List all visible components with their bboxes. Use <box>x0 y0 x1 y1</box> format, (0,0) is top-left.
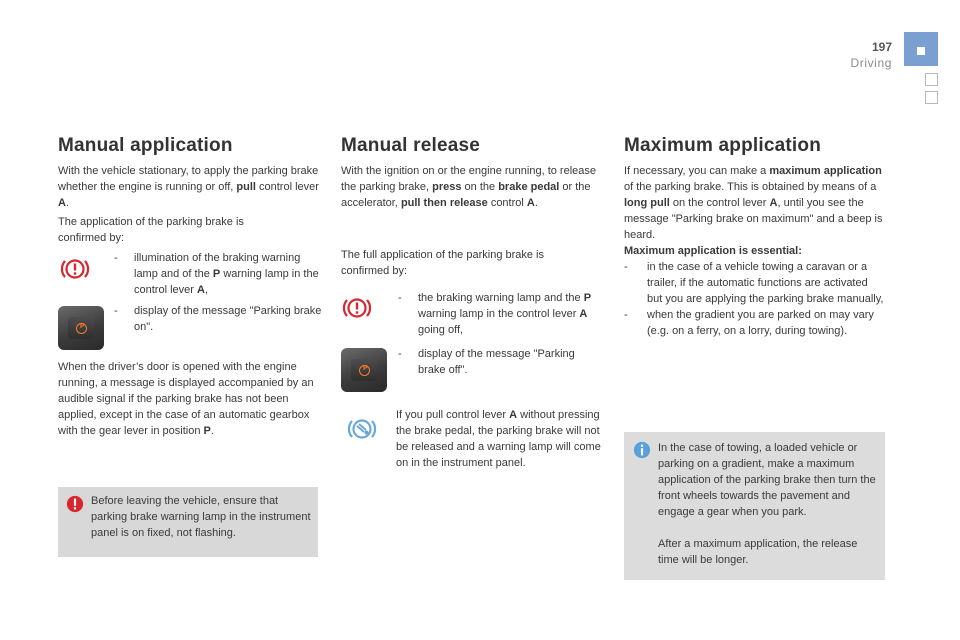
col3-intro: If necessary, you can make a maximum application of the parking brake. This is obtained by means of a long pull on the control lever A, until you see the message "Parking brake on maximum" and a beep is heard. <box>624 165 883 241</box>
caution-icon <box>66 495 84 513</box>
heading-manual-application: Manual application <box>58 135 233 156</box>
col2-confirm: The full application of the parking brake is confirmed by: <box>341 249 545 277</box>
info-text-2: After a maximum application, the release time will be longer. <box>658 538 858 566</box>
heading-maximum-application: Maximum application <box>624 135 822 156</box>
col2-item-lamps-off: - the braking warning lamp and the P warning lamp in the control lever A going off, <box>398 292 592 336</box>
col3-list <box>624 259 886 339</box>
chapter-tab[interactable] <box>925 91 938 104</box>
caution-text: Before leaving the vehicle, ensure that parking brake warning lamp in the instrument panel is on fixed, not flashing. <box>91 495 311 539</box>
parking-brake-lever-icon: P <box>58 306 104 350</box>
parking-brake-lever-icon: P <box>341 348 387 392</box>
brake-service-icon <box>345 414 379 444</box>
col1-intro: With the vehicle stationary, to apply the parking brake whether the engine is running or off, pull control lever A. <box>58 165 319 209</box>
col2-intro: With the ignition on or the engine running, to release the parking brake, press on the brake pedal or the accelerator, pull then release control A. <box>341 165 596 209</box>
section-name: Driving <box>850 56 892 70</box>
brake-warning-icon <box>60 254 90 284</box>
brake-warning-icon <box>342 293 372 323</box>
col1-door-warning: When the driver’s door is opened with the engine running, a message is displayed accompanied by an audible signal if the parking brake has not been applied, except in the case of an automatic gearbox with the gear lever in position P. <box>58 361 314 437</box>
col1-confirm: The application of the parking brake is confirmed by: <box>58 216 244 244</box>
info-icon <box>633 441 651 459</box>
page-number: 197 <box>871 40 892 54</box>
info-text-1: In the case of towing, a loaded vehicle or parking on a gradient, make a maximum application of the parking brake then turn the front wheels towards the pavement and engage a gear when you park. <box>658 442 876 518</box>
col3-essential: Maximum application is essential: <box>624 245 802 257</box>
chapter-tab[interactable] <box>925 73 938 86</box>
col2-item-message: - display of the message "Parking brake off". <box>398 348 575 376</box>
heading-manual-release: Manual release <box>341 135 481 156</box>
list-item: - in the case of a vehicle towing a caravan or a trailer, if the automatic functions are activated but you are applying the parking brake manually, <box>624 261 884 305</box>
info-box <box>624 432 885 580</box>
col1-item-message: - display of the message "Parking brake on". <box>114 305 322 333</box>
list-item: - when the gradient you are parked on may vary (e.g. on a ferry, on a lorry, during towing). <box>624 309 874 337</box>
col1-item-illumination: - illumination of the braking warning lamp and of the P warning lamp in the control lever A, <box>114 252 319 296</box>
caution-box <box>58 487 318 557</box>
col2-note: If you pull control lever A without pressing the brake pedal, the parking brake will not be released and a warning lamp will come on in the instrument panel. <box>396 409 601 469</box>
chapter-tab-active[interactable] <box>904 32 938 66</box>
